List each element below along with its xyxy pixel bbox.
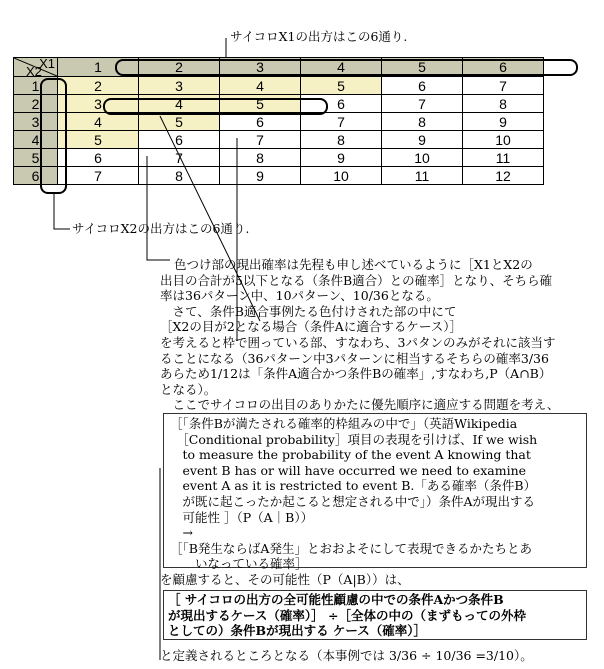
table-cell: 11 (382, 167, 463, 185)
text-line: あらため1/12は「条件A適合かつ条件Bの確率」,すなわち,P（A∩B） (160, 366, 552, 382)
text-line: を考えると枠で囲っている部、すなわち、3パタンのみがそれに該当す (160, 334, 556, 350)
box-line: いなっている確率］ (170, 556, 308, 572)
table-cell: 3 (139, 77, 220, 95)
text-line: ここでサイコロの出目のありかたに優先順序に適应する問題を考え、 (160, 397, 560, 413)
formula-box (163, 590, 587, 640)
row-header: 5 (14, 149, 58, 167)
table-cell: 6 (139, 131, 220, 149)
corner-x2-label: X2 (26, 64, 42, 79)
text-line: ることになる（36パターン中3パターンに相当するそちらの確率3/36 (160, 350, 549, 366)
table-cell: 11 (463, 149, 544, 167)
table-cell: 8 (382, 113, 463, 131)
box-line: ［Conditional probability］項目の表現を引けば、If we wish (170, 431, 538, 447)
table-cell: 7 (382, 95, 463, 113)
text-line: さて、条件B適合事例たる色付けされた部の中にて (160, 303, 457, 319)
row-header: 2 (14, 95, 58, 113)
left-caption: サイコロX2の出方はこの6通り. (72, 221, 250, 236)
table-cell: 9 (220, 167, 301, 185)
table-cell: 4 (220, 77, 301, 95)
row-header: 6 (14, 167, 58, 185)
table-cell: 6 (301, 95, 382, 113)
text-line: ［X2の目が2となる場合（条件Aに適合するケース）］ (160, 319, 462, 335)
column-header: 4 (301, 58, 382, 77)
top-caption: サイコロX1の出方はこの6通り. (230, 29, 408, 44)
table-cell: 9 (463, 113, 544, 131)
text-line: 出目の合計が5以下となる（条件B適合）との確率］となり、そちら確 (160, 272, 553, 288)
column-header: 3 (220, 58, 301, 77)
table-cell: 10 (382, 149, 463, 167)
conditional-probability-box (163, 413, 587, 572)
box-line: → (170, 525, 193, 541)
table-cell: 6 (220, 113, 301, 131)
table-cell: 7 (58, 167, 139, 185)
table-cell: 12 (463, 167, 544, 185)
corner-x1-label: X1 (39, 56, 55, 71)
table-cell: 7 (139, 149, 220, 167)
box-line: 可能性 ］（P（A｜B）） (170, 509, 314, 525)
column-header: 2 (139, 58, 220, 77)
row-header: 1 (14, 77, 58, 95)
table-cell: 10 (463, 131, 544, 149)
bottom-text: と定義されるところとなる（本事例では 3/36 ÷ 10/36 =3/10）。 (160, 648, 533, 663)
box-line: ［「条件Bが満たされる確率的枠組みの中で」（英語Wikipedia (170, 416, 518, 431)
row-header: 4 (14, 131, 58, 149)
table-cell: 6 (58, 149, 139, 167)
table-cell: 8 (220, 149, 301, 167)
box-line: event B has or will have occurred we need to examine (170, 462, 527, 478)
column-header: 6 (463, 58, 544, 77)
formula-line: が現出するケース（確率）］ ÷［全体の中の（まずもっての外枠 (168, 607, 526, 623)
table-cell: 7 (220, 131, 301, 149)
formula-line: ［ サイコロの出方の全可能性顧慮の中での条件Aかつ条件B (168, 592, 504, 607)
box-line: event A as it is restricted to event B.「ある確率（条件B） (170, 478, 537, 494)
text-line: 率は36パターン中、10パターン、10/36となる。 (160, 288, 439, 304)
table-cell: 7 (463, 77, 544, 95)
table-cell: 5 (301, 77, 382, 95)
table-cell: 7 (301, 113, 382, 131)
explanation-paragraph (160, 257, 559, 413)
text-line: となる）。 (160, 381, 217, 397)
table-cell: 3 (58, 95, 139, 113)
formula-line: としての）条件Bが現出する ケース（確率）］ (168, 623, 427, 639)
table-cell: 4 (58, 113, 139, 131)
table-cell: 5 (139, 113, 220, 131)
table-cell: 9 (382, 131, 463, 149)
table-cell: 8 (139, 167, 220, 185)
table-cell: 8 (301, 131, 382, 149)
box-line: ［「B発生ならばA発生」とおおよそにして表現できるかたちとあ (170, 540, 532, 556)
table-cell: 5 (58, 131, 139, 149)
row-header: 3 (14, 113, 58, 131)
column-header: 5 (382, 58, 463, 77)
box-line: to measure the probability of the event A knowing that (170, 447, 531, 463)
box-line: が既に起こったか起こると想定される中で」）条件Aが現出する (170, 493, 536, 509)
middle-text: を顧慮すると、その可能性（P（A|B））は、 (160, 572, 410, 587)
table-cell: 6 (382, 77, 463, 95)
column-header: 1 (58, 58, 139, 77)
table-cell: 10 (301, 167, 382, 185)
text-line: 色つけ部の現出確率は先程も申し述べているように［X1とX2の (174, 257, 533, 272)
table-cell: 9 (301, 149, 382, 167)
table-cell: 2 (58, 77, 139, 95)
table-cell: 4 (139, 95, 220, 113)
table-cell: 5 (220, 95, 301, 113)
table-cell: 8 (463, 95, 544, 113)
